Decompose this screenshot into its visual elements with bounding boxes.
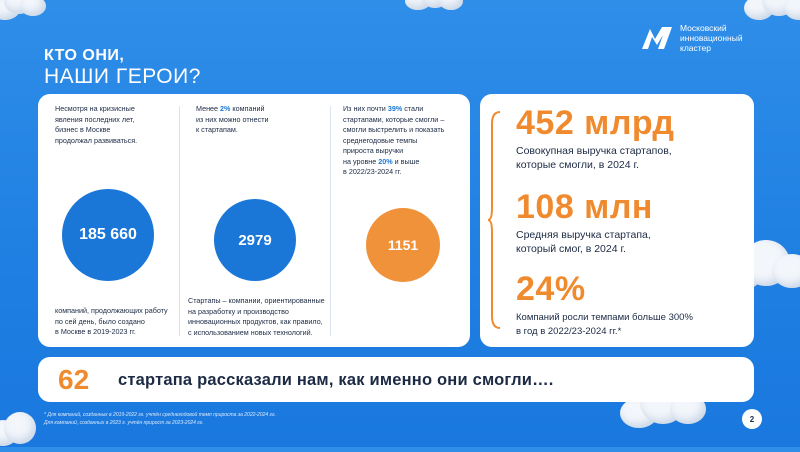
stat-block-1	[516, 104, 674, 172]
col1-intro-line: явления последних лет,	[55, 114, 135, 124]
col3-intro-line	[343, 157, 468, 168]
col3-intro-highlight: 20%	[378, 156, 393, 166]
stat-desc	[516, 145, 674, 172]
cloud-top-center	[405, 0, 465, 14]
summary-banner	[38, 357, 754, 402]
col2-note-line: инновационных продуктов, как правило,	[188, 317, 323, 326]
stat-desc-line: которые смогли, в 2024 г.	[516, 158, 639, 171]
logo-line1: Московский	[680, 23, 727, 33]
stat-desc-line: Компаний росли темпами больше 300%	[516, 312, 693, 323]
col2-note	[188, 296, 328, 338]
page-title-line1: КТО ОНИ,	[44, 47, 125, 64]
stat-desc	[516, 311, 693, 338]
col2-note-line: Стартапы – компании, ориентированные	[188, 296, 325, 305]
col3-intro-text: на уровне	[343, 156, 379, 166]
stat-block-2	[516, 188, 653, 256]
col3-intro-text: и выше	[392, 156, 420, 166]
summary-text: стартапа рассказали нам, как именно они смогли….	[118, 371, 554, 389]
col1-note-line: компаний, продолжающих работу	[55, 306, 168, 315]
col3-intro-line	[343, 104, 468, 115]
summary-number: 62	[58, 364, 90, 395]
col3-intro-line: стартапами, которые смогли –	[343, 114, 445, 124]
cloud-top-right	[740, 0, 800, 22]
col2-note-line: на разработку и производство	[188, 306, 289, 316]
col2-intro-highlight: 2%	[220, 104, 231, 113]
successful-startups-value: 1151	[387, 237, 419, 253]
col3-intro-text: стали	[402, 104, 424, 113]
statistics-card	[38, 94, 470, 347]
col1-note-line: в Москве в 2019-2023 гг.	[55, 327, 136, 336]
stat-block-3	[516, 270, 693, 338]
revenue-card	[480, 94, 754, 347]
stat-value: 452 млрд	[516, 104, 675, 142]
cloud-top-left	[0, 0, 50, 22]
curly-brace-icon	[488, 110, 502, 330]
col1-intro	[55, 104, 175, 146]
col3-intro-line: среднегодовые темпы	[343, 135, 418, 145]
col1-note	[55, 306, 180, 338]
col2-intro-text: Менее	[196, 104, 221, 113]
stat-desc-line: Средняя выручка стартапа,	[516, 229, 651, 241]
cloud-bottom-left	[0, 412, 48, 452]
stat-desc	[516, 229, 653, 256]
stat-value: 108 млн	[516, 188, 653, 226]
startups-value: 2979	[238, 231, 272, 249]
col2-intro-line	[196, 104, 326, 115]
col2-note-line: с использованием новых технологий.	[188, 327, 313, 337]
companies-total-value: 185 660	[79, 226, 137, 243]
stat-desc-line: Совокупная выручка стартапов,	[516, 145, 672, 157]
col2-intro	[196, 104, 326, 136]
column-divider	[179, 106, 180, 336]
logo-line3: кластер	[680, 43, 712, 53]
col2-intro-text: компаний	[230, 104, 265, 113]
col1-intro-line: бизнес в Москве	[55, 125, 111, 134]
col3-intro	[343, 104, 468, 178]
col1-intro-line: Несмотря на кризисные	[55, 104, 135, 113]
col1-intro-line: продолжал развиваться.	[55, 135, 138, 145]
column-divider	[330, 106, 331, 336]
logo-line2: инновационный	[680, 33, 743, 43]
page-title-line2: НАШИ ГЕРОИ?	[44, 65, 201, 88]
stat-desc-line: в год в 2022/23-2024 гг.*	[516, 325, 622, 337]
col3-intro-highlight: 39%	[387, 104, 403, 113]
companies-total-circle	[62, 189, 154, 281]
page-number: 2	[742, 409, 762, 429]
footnote-line1: * Для компаний, созданных в 2019-2022 гг. учтён среднегодовой темп прироста за 2022-2024 гг.	[44, 412, 276, 418]
col1-note-line: по сей день, было создано	[55, 316, 145, 326]
stat-desc-line: который смог, в 2024 г.	[516, 242, 626, 255]
successful-startups-circle	[366, 208, 440, 282]
footnote-line2: Для компаний, созданных в 2023 г. учтён прирост за 2023-2024 гг.	[44, 420, 204, 426]
col3-intro-text: Из них почти	[343, 104, 388, 113]
logo	[640, 20, 770, 56]
col2-intro-line: к стартапам.	[196, 125, 238, 134]
stat-value: 24%	[516, 270, 586, 308]
cluster-logo-icon	[640, 25, 674, 51]
col3-intro-line: прироста выручки	[343, 146, 404, 155]
startups-circle	[214, 199, 296, 281]
logo-text	[680, 23, 743, 53]
col2-intro-line: из них можно отнести	[196, 114, 269, 124]
col3-intro-line: в 2022/23-2024 гг.	[343, 167, 402, 176]
col3-intro-line: смогли выстрелить и показать	[343, 125, 445, 134]
